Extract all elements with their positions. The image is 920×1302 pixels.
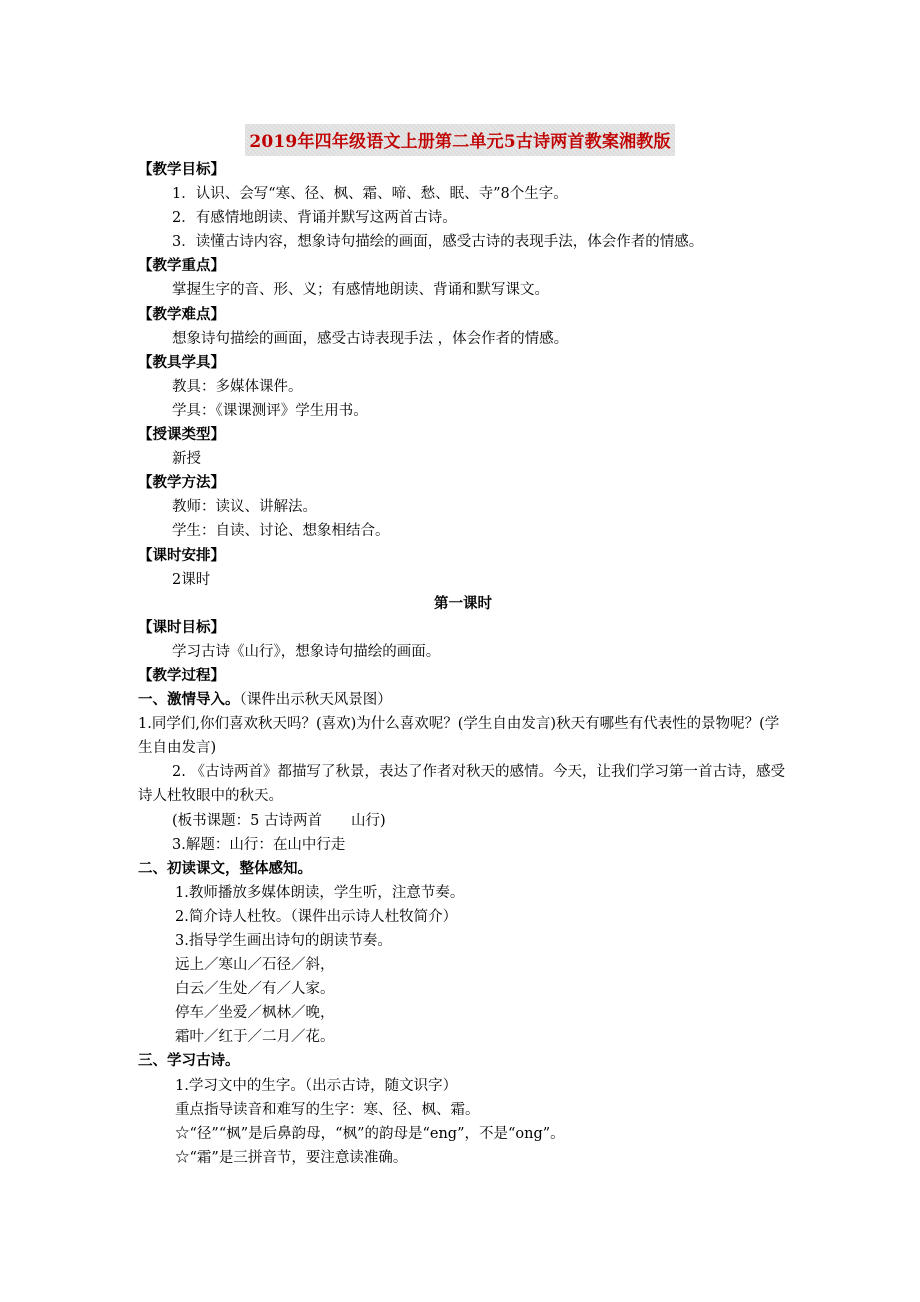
key-points-text: 掌握生字的音、形、义；有感情地朗读、背诵和默写课文。 <box>172 282 549 299</box>
section-heading-teaching-process: 【教学过程】 <box>138 666 225 684</box>
poem-line-1: 远上／寒山／石径／斜， <box>175 957 335 974</box>
tools-teacher-text: 教具：多媒体课件。 <box>172 378 303 395</box>
part-three-heading: 三、学习古诗。 <box>138 1052 240 1070</box>
part-one-heading-note: （课件出示秋天风景图） <box>239 692 392 709</box>
goal-item-1: 1．认识、会写“寒、径、枫、霜、啼、愁、眠、寺”8个生字。 <box>172 186 568 203</box>
part-two-item-2: 2.简介诗人杜牧。（课件出示诗人杜牧简介） <box>175 908 458 925</box>
part-three-item-2: 重点指导读音和难写的生字：寒、径、枫、霜。 <box>175 1101 480 1118</box>
part-one-paragraph-2: 2. 《古诗两首》都描写了秋景，表达了作者对秋天的感情。今天，让我们学习第一首古诗，感受诗人杜牧眼中的秋天。 <box>138 764 785 805</box>
section-heading-key-points: 【教学重点】 <box>138 257 225 275</box>
part-one-paragraph-4: 3.解题：山行：在山中行走 <box>172 836 346 853</box>
document-body <box>138 158 788 1170</box>
poem-line-2: 白云／生处／有／人家。 <box>175 981 335 998</box>
part-one-heading: 一、激情导入。 <box>138 691 240 709</box>
section-heading-teaching-methods: 【教学方法】 <box>138 474 225 492</box>
lesson-one-title: 第一课时 <box>434 594 492 612</box>
section-heading-teaching-tools: 【教具学具】 <box>138 353 225 371</box>
part-three-item-1: 1.学习文中的生字。（出示古诗，随文识字） <box>175 1077 458 1094</box>
tools-student-text: 学具：《课课测评》学生用书。 <box>172 402 368 419</box>
poem-line-4: 霜叶／红于／二月／花。 <box>175 1029 335 1046</box>
lesson-goal-text: 学习古诗《山行》，想象诗句描绘的画面。 <box>172 643 441 660</box>
section-heading-teaching-goals: 【教学目标】 <box>138 161 225 178</box>
document-title: 2019年四年级语文上册第二单元5古诗两首教案湘教版 <box>245 124 674 156</box>
part-three-note-2: ☆“霜”是三拼音节，要注意读准确。 <box>175 1149 408 1166</box>
part-one-paragraph-1: 1.同学们,你们喜欢秋天吗？(喜欢)为什么喜欢呢？(学生自由发言)秋天有哪些有代表性的景物呢？(学生自由发言) <box>138 716 780 757</box>
method-student-text: 学生：自读、讨论、想象相结合。 <box>172 523 390 540</box>
title-container <box>0 124 920 156</box>
goal-item-3: 3．读懂古诗内容，想象诗句描绘的画面，感受古诗的表现手法，体会作者的情感。 <box>172 234 704 251</box>
section-heading-difficulties: 【教学难点】 <box>138 305 225 323</box>
goal-item-2: 2．有感情地朗读、背诵并默写这两首古诗。 <box>172 210 457 227</box>
section-heading-lesson-goals: 【课时目标】 <box>138 618 225 636</box>
part-one-heading-line <box>138 688 788 712</box>
part-two-item-3: 3.指导学生画出诗句的朗读节奏。 <box>175 933 392 949</box>
difficulties-text: 想象诗句描绘的画面，感受古诗表现手法 ，体会作者的情感。 <box>172 330 569 347</box>
poem-line-3: 停车／坐爱／枫林／晚， <box>175 1005 335 1022</box>
method-teacher-text: 教师：读议、讲解法。 <box>172 499 317 516</box>
part-one-paragraph-3: (板书课题：5 古诗两首 山行) <box>172 812 386 829</box>
section-heading-schedule: 【课时安排】 <box>138 546 225 564</box>
part-three-note-1: ☆“径”“枫”是后鼻韵母，“枫”的韵母是“eng”，不是“ong”。 <box>175 1125 565 1142</box>
schedule-text: 2课时 <box>172 571 211 588</box>
part-two-item-1: 1.教师播放多媒体朗读，学生听，注意节奏。 <box>175 884 465 901</box>
lesson-type-text: 新授 <box>172 451 201 468</box>
part-two-heading: 二、初读课文，整体感知。 <box>138 859 312 877</box>
section-heading-lesson-type: 【授课类型】 <box>138 426 225 444</box>
